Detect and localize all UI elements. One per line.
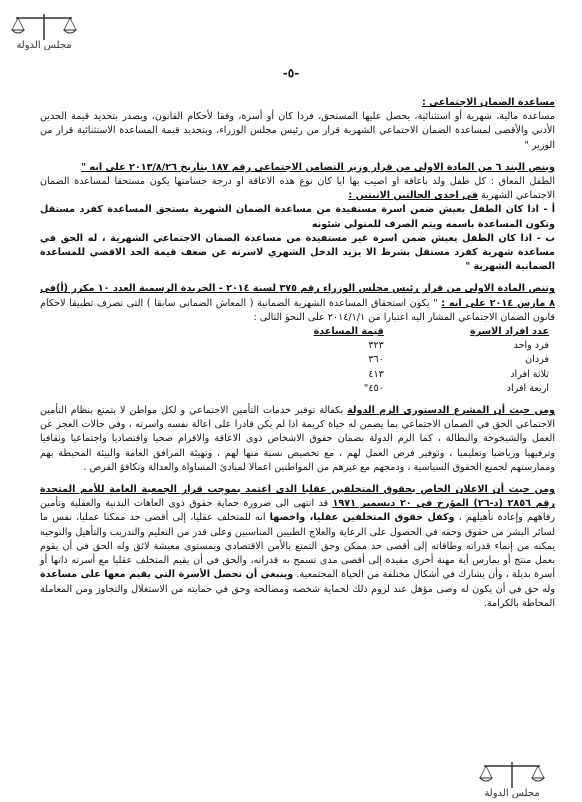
table-header-row [249, 325, 549, 339]
table-cell-value: ٤٥٠ [368, 382, 384, 394]
page-number: -٥- [282, 66, 300, 80]
table-row [249, 353, 549, 367]
table-cell: ٣٢٣ [368, 340, 384, 352]
table-row [249, 339, 549, 353]
table-cell: ثلاثة افراد [510, 368, 549, 380]
paragraph [40, 404, 555, 475]
paragraph-lead: ومن حيث أن المشرع الدستورى الزم الدولة [347, 405, 555, 417]
section-social-security-assistance [40, 96, 555, 153]
table-header: قيمة المساعدة [313, 326, 384, 338]
paragraph-text: " يكون استحقاق المساعدة الشهرية الضمانية ( المعاش الضماني سابقا ) التى تصرف تطبيقا لاحكام قانون الضمان الاجتماعي المشار اليه اعتبارا من ٢٠١٤/١/١ على النحو التالى : [40, 297, 555, 323]
council-logo-bottom [476, 758, 548, 798]
table-cell: فردان [525, 354, 549, 366]
assistance-table [249, 325, 549, 396]
table-cell: ٤١٣ [368, 368, 384, 380]
clause-b: ب - اذا كان الطفل يعيش ضمن اسرة غير مستفيدة من مساعدة الضمان الاجتماعي الشهرية ، له الحق في مساعدة شهرية كفرد مستقل بشرط الا يزيد الدخل الشهري لاسرته عن ضعف قيمة الحد الاقصي للمساعدة الضمانية الشهرية " [40, 232, 555, 273]
paragraph-emphasis: وكفل حقوق المتخلفين عقليا، واخصها [269, 512, 455, 524]
paragraph-text: بكفالة توفير خدمات التأمين الاجتماعي و لكل مواطن لا يتمتع بنظام التأمين الاجتماعي الحق في الضمان الاجتماعي بما يضمن له حياة كريمة اذا لم يكن قادرا على اعالة نفسه واسرته ، وفي حالات العجز عن العمل والشيخوخة والبطالة ، كما الزم الدولة بضمان حقوق الاشخاص ذوى الاعاقة والاقزام صحيا واقتصاديا واجتماعيا وثقافيا وترفيهيا ورياضيا وتعليميا ، وتوفير فرص العمل لهم ، مع تخصيص نسبة منها لهم ، وتهيئة المرافق العامة والبيئة المحيطة بهم وممارستهم لجميع الحقوق السياسية ، ودمجهم مع غيرهم من المواطنين اعمالا لمبادئ المساواة والعدالة وتكافؤ الفرص . [40, 405, 555, 473]
paragraph [40, 483, 555, 611]
paragraph-emphasis: وينبغي أن تحصل الأسرة التي يقيم معها على مساعدة [40, 569, 294, 581]
table-row [249, 382, 549, 396]
paragraph-text: الطفل المعاق : كل طفل ولد باعاقة او اصيب بها ايا كان نوع هذه الاعاقة او درجة جسامتها يكون مستحقا لمساعدة الضمان الاجتماعي الشهرية [40, 176, 555, 202]
council-logo-top [8, 10, 80, 50]
paragraph-text: وله حق في أن يكون له وصى مؤهل عند لزوم ذلك لحماية شخصه ومصالحه وحق في حمايته من الاستغلال والتجاوز ومن المعاملة المحاطة بالكرامة. [40, 583, 555, 609]
section-pm-decree [40, 282, 555, 396]
section-constitution [40, 404, 555, 475]
table-cell [249, 382, 424, 396]
paragraph: مساعدة مالية، شهرية أو استثنائية، يحصل عليها المستحق، فردا كان أو أسرة، وفقا لأحكام القانون، ويصدر بتحديد قيمة الحدين الأدني والأقصى لمساعدة الضمان الاجتماعي الشهرية قرار من رئيس مجلس الوزراء، وبتحديد قيمة المساعدة الاستثنائية قرار من الوزير " [40, 111, 555, 151]
document-body [40, 88, 555, 788]
table-header: عدد افراد الاسرة [470, 326, 549, 338]
section-heading: مساعدة الضمان الاجتماعي : [421, 97, 555, 108]
table-row [249, 368, 549, 382]
section-un-declaration [40, 483, 555, 611]
svg-text:مجلس الدولة: مجلس الدولة [16, 40, 72, 50]
paragraph-lead: ومن حيث أن الاعلان الخاص بحقوق المتخلفين عقليا الذى اعتمد بموجب قرار الجمعية العامة للأمم المتحدة رقم ٢٨٥٦ (د-٢٦) المؤرخ في ٢٠ ديسمبر ١٩٧١ [40, 484, 555, 510]
svg-text:مجلس الدولة: مجلس الدولة [484, 788, 540, 798]
scales-of-justice-icon [476, 758, 548, 798]
section-heading: وتنص المادة الاولى من قرار رئيس مجلس الوزراء رقم ٣٧٥ لسنة ٢٠١٤ - الجريدة الرسمية العدد ١٠ مكرر (أ)في ٨ مارس ٢٠١٤ على انه : [40, 283, 555, 309]
table-cell: ٣٦٠ [368, 354, 384, 366]
paragraph [40, 175, 555, 203]
paragraph [40, 282, 555, 325]
paragraph-emphasis: في احدى الحالتين الاتيتين : [348, 190, 479, 202]
paragraph-text: انه للمتخلف عقليا، إلى أقصى حد ممكنا عمليا، نفس ما لسائر البشر من حقوق وحقه في الحصول على الرعاية والعلاج الطبيين المناسبين وعلى قدر من التعليم والتدريب والتأهيل والتوجيه يمكنه من إنماء قدراته وطاقاته إلى أقصى حد ممكن وحق التمتع بالأمن الاقتصادي وبمستوى معيشة لائق وله الحق في أن يقوم بعمل منتج أو يمارس أية مهنة أخرى مفيدة إلى أقصى مدى تسمح به قدراته، والحق في أن يقيم المتخلف عقليا مع أسرته ذاتها أو أسرة بديلة ، وأن يشارك في أشكال مختلفة من الحياة المجتمعية. [40, 512, 555, 581]
paragraph-text: قد انتهى الى ضرورة حماية حقوق ذوى العاهات البدنية والعقلية وتأمين رفاههم وإعادة تأهيلهم ، [40, 498, 555, 524]
scales-of-justice-icon [8, 10, 80, 50]
table-cell: اربعة افراد [506, 382, 549, 394]
clause-a: أ - اذا كان الطفل يعيش ضمن اسرة مستفيدة من مساعدة الضمان الشهرية يستحق المساعدة كفرد مستقل وتكون المساعدة باسمه ويتم الصرف للمتولي شئونه [40, 204, 555, 230]
table-cell: فرد واحد [513, 340, 549, 352]
closing-quote: " [363, 382, 369, 394]
section-heading: وينص البند ٦ من المادة الاولى من قرار وزير التضامن الاجتماعي رقم ١٨٧ بتاريخ ٢٠١٣/٨/٢٦ على انه " [81, 161, 555, 173]
section-ministerial-decree [40, 161, 555, 275]
